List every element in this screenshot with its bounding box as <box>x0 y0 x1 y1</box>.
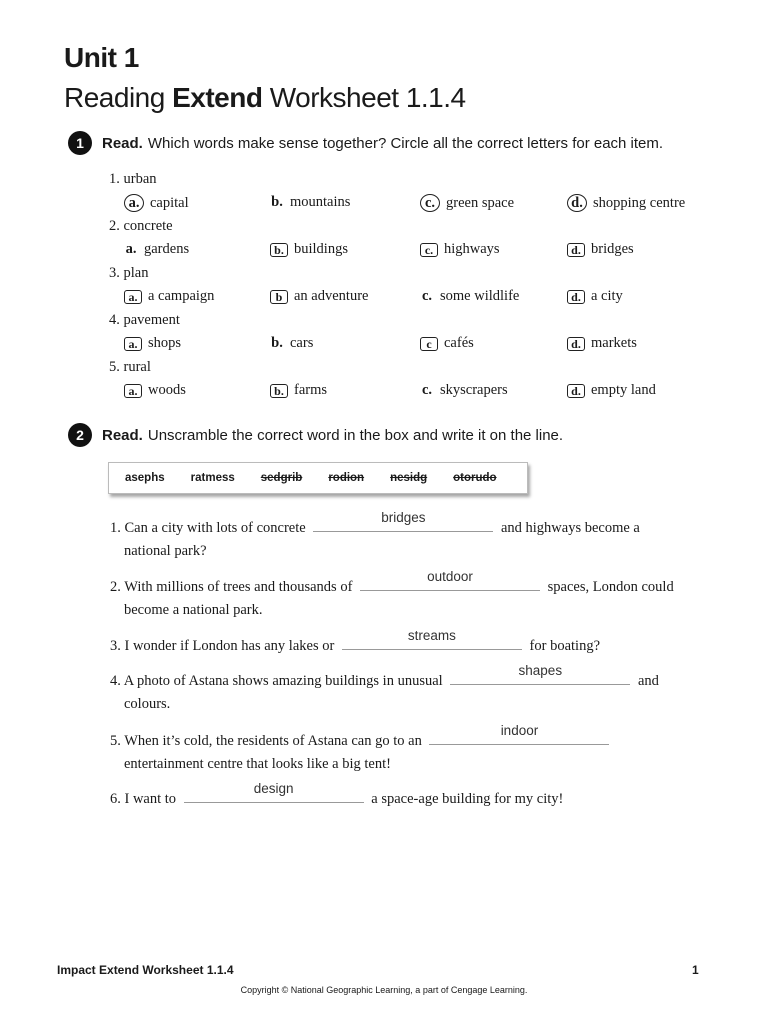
answer-option[interactable] <box>420 288 519 305</box>
section2-read-label: Read. <box>102 426 143 444</box>
option-text: green space <box>446 194 515 211</box>
option-letter: d. <box>567 337 585 351</box>
answer-option[interactable] <box>124 241 189 258</box>
option-letter: c <box>420 337 438 351</box>
answer-line[interactable] <box>360 569 540 591</box>
option-text: markets <box>591 335 637 351</box>
answer-option[interactable] <box>567 241 634 258</box>
answer-option[interactable] <box>124 335 181 352</box>
question-text-after: for boating? <box>529 638 601 654</box>
answer-option[interactable] <box>270 335 313 352</box>
option-text: highways <box>444 241 500 257</box>
option-letter: a. <box>125 241 137 257</box>
question-text-before: 3. I wonder if London has any lakes or <box>110 638 335 654</box>
section2-number-badge: 2 <box>68 423 92 447</box>
option-text: a city <box>591 288 623 304</box>
option-letter: d. <box>567 194 587 212</box>
question <box>110 569 674 622</box>
option-letter: a. <box>124 337 142 351</box>
footer-title: Impact Extend Worksheet 1.1.4 <box>57 963 234 977</box>
page-number: 1 <box>692 963 699 977</box>
word-box-word-crossed: nesidg <box>390 472 428 484</box>
question-text-before: 4. A photo of Astana shows amazing buildings in unusual <box>110 673 443 689</box>
answer-option[interactable] <box>420 382 508 399</box>
option-text: bridges <box>591 241 634 257</box>
question <box>110 723 613 776</box>
answer-option[interactable] <box>270 288 368 305</box>
answer-option[interactable] <box>420 241 500 258</box>
question-text-continued: national park? <box>124 543 207 559</box>
question <box>110 510 640 563</box>
question-text-after: spaces, London could <box>547 579 674 595</box>
option-text: skyscrapers <box>440 382 508 398</box>
option-text: gardens <box>144 241 190 257</box>
answer-option[interactable] <box>270 382 327 399</box>
option-letter: d. <box>567 384 585 398</box>
option-text: cars <box>290 335 314 351</box>
answer-option[interactable] <box>420 194 514 212</box>
question <box>110 628 601 658</box>
answer-option[interactable] <box>567 335 637 352</box>
option-text: cafés <box>444 335 474 351</box>
answer-line[interactable] <box>184 781 364 803</box>
question-text-after: and <box>637 673 659 689</box>
unit-heading: Unit 1 <box>64 42 139 73</box>
answer-option[interactable] <box>420 335 474 352</box>
option-letter: c. <box>421 382 433 398</box>
answer-option[interactable] <box>124 382 186 399</box>
handwritten-answer: indoor <box>500 723 539 738</box>
option-text: empty land <box>591 382 656 398</box>
question-text-continued: entertainment centre that looks like a big tent! <box>124 756 391 772</box>
handwritten-answer: outdoor <box>427 569 473 584</box>
answer-option[interactable] <box>567 194 685 212</box>
item-stem: 5. rural <box>109 359 151 375</box>
question-text-before: 1. Can a city with lots of concrete <box>110 520 306 536</box>
handwritten-answer: bridges <box>381 510 426 525</box>
option-text: an adventure <box>294 288 369 304</box>
section2-instruction <box>68 423 563 447</box>
answer-option[interactable] <box>567 382 656 399</box>
question-text-continued: colours. <box>124 696 171 712</box>
option-letter: b. <box>270 384 288 398</box>
handwritten-answer: streams <box>407 628 456 643</box>
handwritten-answer: design <box>253 781 294 796</box>
option-text: capital <box>150 194 189 211</box>
option-text: woods <box>148 382 186 398</box>
option-letter: d. <box>567 243 585 257</box>
question <box>110 781 564 811</box>
word-box-word-crossed: rodion <box>328 472 365 484</box>
worksheet-title: Reading Extend Worksheet 1.1.4 <box>64 82 466 113</box>
option-letter: b. <box>270 243 288 257</box>
question-text-after: a space-age building for my city! <box>371 791 564 807</box>
answer-option[interactable] <box>270 194 350 211</box>
answer-line[interactable] <box>429 723 609 745</box>
answer-line[interactable] <box>450 663 630 685</box>
option-text: some wildlife <box>440 288 520 304</box>
option-letter: b. <box>271 194 283 210</box>
word-box-word: ratmess <box>190 472 235 484</box>
option-text: mountains <box>290 194 351 210</box>
option-text: shopping centre <box>593 194 686 211</box>
word-box <box>108 462 528 494</box>
question-text-continued: become a national park. <box>124 602 263 618</box>
answer-option[interactable] <box>270 241 348 258</box>
option-letter: c. <box>421 288 433 304</box>
option-text: a campaign <box>148 288 215 304</box>
question <box>110 663 659 716</box>
answer-line[interactable] <box>313 510 493 532</box>
section1-instruction-text: Which words make sense together? Circle all the correct letters for each item. <box>147 134 664 152</box>
word-box-word-crossed: sedgrib <box>260 472 303 484</box>
answer-option[interactable] <box>567 288 623 305</box>
item-stem: 2. concrete <box>109 218 173 234</box>
section2-instruction-text: Unscramble the correct word in the box and write it on the line. <box>147 426 564 444</box>
option-text: shops <box>148 335 182 351</box>
option-letter: c. <box>420 243 438 257</box>
question-text-before: 6. I want to <box>110 791 177 807</box>
item-stem: 1. urban <box>109 171 157 187</box>
word-box-word-crossed: otorudo <box>453 472 497 484</box>
handwritten-answer: shapes <box>518 663 563 678</box>
question-text-after: and highways become a <box>500 520 640 536</box>
option-letter: a. <box>124 290 142 304</box>
section1-read-label: Read. <box>102 134 143 152</box>
answer-option[interactable] <box>124 194 189 212</box>
answer-option[interactable] <box>124 288 214 305</box>
copyright-notice: Copyright © National Geographic Learning, a part of Cengage Learning. <box>240 985 528 995</box>
item-stem: 3. plan <box>109 265 149 281</box>
option-letter: a. <box>124 384 142 398</box>
option-letter: b <box>270 290 288 304</box>
section1-number-badge: 1 <box>68 131 92 155</box>
word-box-word: asephs <box>125 472 165 484</box>
option-text: farms <box>294 382 328 398</box>
question-text-before: 2. With millions of trees and thousands of <box>110 579 353 595</box>
option-text: buildings <box>294 241 348 257</box>
option-letter: d. <box>567 290 585 304</box>
option-letter: b. <box>271 335 283 351</box>
question-text-before: 5. When it’s cold, the residents of Astana can go to an <box>110 733 422 749</box>
answer-line[interactable] <box>342 628 522 650</box>
option-letter: c. <box>420 194 440 212</box>
section1-instruction <box>68 131 663 155</box>
item-stem: 4. pavement <box>109 312 180 328</box>
option-letter: a. <box>124 194 144 212</box>
